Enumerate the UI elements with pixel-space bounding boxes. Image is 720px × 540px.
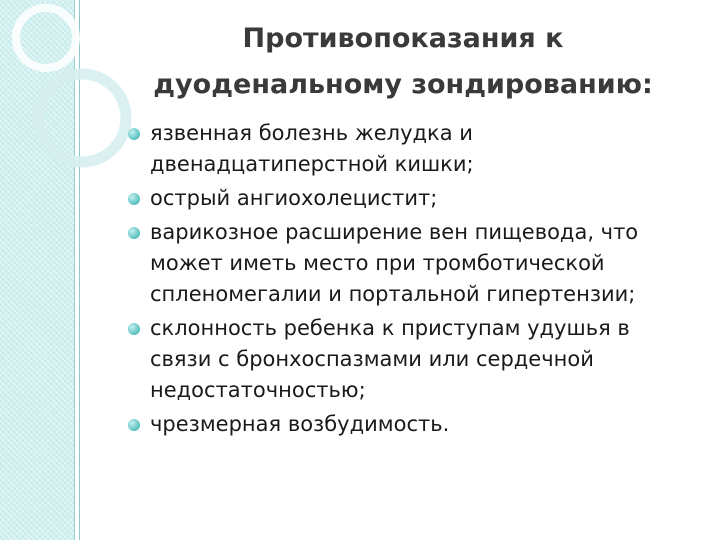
list-item: [128, 118, 688, 180]
list-item-text: острый ангиохолецистит;: [150, 186, 438, 210]
list-item-text: варикозное расширение вен пищевода, что может иметь место при тромботической спленомегалии и портальной гипертензии;: [150, 220, 639, 306]
contraindications-list: [128, 118, 688, 443]
slide-title: [118, 16, 688, 108]
bullet-icon: [128, 419, 140, 431]
list-item-text: язвенная болезнь желудка и двенадцатиперстной кишки;: [150, 121, 474, 176]
list-item: [128, 183, 688, 214]
deco-circle-large: [38, 74, 126, 162]
title-line-1: Противопоказания к: [242, 23, 564, 54]
list-item: [128, 217, 688, 310]
bullet-icon: [128, 193, 140, 205]
bullet-icon: [128, 323, 140, 335]
list-item-text: чрезмерная возбудимость.: [150, 412, 450, 436]
deco-circle-small: [16, 8, 76, 68]
list-item: [128, 409, 688, 440]
bullet-icon: [128, 128, 140, 140]
list-item: [128, 313, 688, 406]
bullet-icon: [128, 227, 140, 239]
list-item-text: склонность ребенка к приступам удушья в связи с бронхоспазмами или сердечной недостаточностью;: [150, 316, 630, 402]
title-line-2: дуоденальному зондированию:: [153, 69, 653, 100]
